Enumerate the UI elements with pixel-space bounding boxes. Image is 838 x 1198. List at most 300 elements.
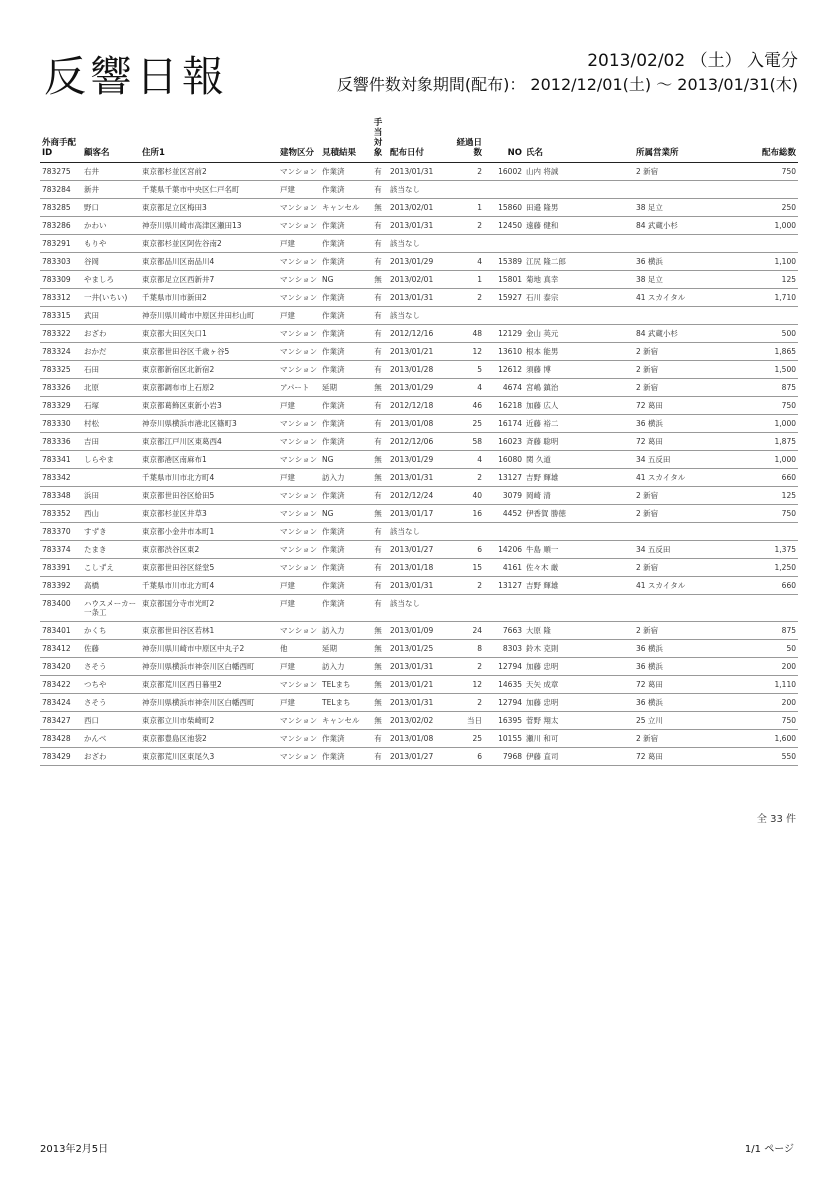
cell-customer: おざわ bbox=[82, 748, 140, 766]
cell-id: 783286 bbox=[40, 217, 82, 235]
cell-no: 16395 bbox=[484, 712, 524, 730]
cell-staff: 佐々木 厳 bbox=[524, 559, 634, 577]
cell-date: 2013/01/29 bbox=[388, 379, 448, 397]
table-row bbox=[40, 289, 798, 307]
cell-id: 783424 bbox=[40, 694, 82, 712]
table-row bbox=[40, 640, 798, 658]
cell-office: 2 新宿 bbox=[634, 163, 734, 181]
cell-office: 2 新宿 bbox=[634, 379, 734, 397]
cell-office: 38 足立 bbox=[634, 199, 734, 217]
cell-copies: 1,710 bbox=[734, 289, 798, 307]
cell-customer: 吉田 bbox=[82, 433, 140, 451]
table-row bbox=[40, 379, 798, 397]
cell-hand: 有 bbox=[368, 343, 388, 361]
cell-date: 2013/01/09 bbox=[388, 622, 448, 640]
cell-customer: もりや bbox=[82, 235, 140, 253]
cell-date: 2012/12/18 bbox=[388, 397, 448, 415]
cell-customer: 西山 bbox=[82, 505, 140, 523]
cell-hand: 無 bbox=[368, 640, 388, 658]
cell-office: 2 新宿 bbox=[634, 622, 734, 640]
cell-days: 6 bbox=[448, 748, 484, 766]
cell-address: 東京都江戸川区東葛西4 bbox=[140, 433, 278, 451]
cell-building: マンション bbox=[278, 559, 320, 577]
cell-estimate: 作業済 bbox=[320, 559, 368, 577]
cell-building: 戸建 bbox=[278, 397, 320, 415]
cell-days: 1 bbox=[448, 271, 484, 289]
cell-estimate: 作業済 bbox=[320, 181, 368, 199]
cell-address: 東京都世田谷区経堂5 bbox=[140, 559, 278, 577]
table-row bbox=[40, 415, 798, 433]
cell-hand: 有 bbox=[368, 289, 388, 307]
table-row bbox=[40, 658, 798, 676]
table-row bbox=[40, 712, 798, 730]
cell-estimate: 作業済 bbox=[320, 397, 368, 415]
table-row bbox=[40, 235, 798, 253]
cell-no bbox=[484, 307, 524, 325]
cell-date: 2013/01/31 bbox=[388, 289, 448, 307]
table-row bbox=[40, 451, 798, 469]
cell-customer: かんべ bbox=[82, 730, 140, 748]
cell-copies: 50 bbox=[734, 640, 798, 658]
cell-staff: 菊地 真幸 bbox=[524, 271, 634, 289]
cell-days: 24 bbox=[448, 622, 484, 640]
cell-days: 40 bbox=[448, 487, 484, 505]
cell-address: 東京都足立区西新井7 bbox=[140, 271, 278, 289]
cell-staff: 瀬川 和可 bbox=[524, 730, 634, 748]
cell-copies: 1,250 bbox=[734, 559, 798, 577]
cell-days: 2 bbox=[448, 694, 484, 712]
cell-staff bbox=[524, 307, 634, 325]
cell-staff: 加藤 忠明 bbox=[524, 694, 634, 712]
cell-hand: 有 bbox=[368, 253, 388, 271]
cell-no: 15801 bbox=[484, 271, 524, 289]
cell-date: 2012/12/16 bbox=[388, 325, 448, 343]
cell-date: 2013/01/18 bbox=[388, 559, 448, 577]
cell-customer: かくち bbox=[82, 622, 140, 640]
cell-customer: 一井(いちい) bbox=[82, 289, 140, 307]
cell-estimate: 延期 bbox=[320, 379, 368, 397]
table-row bbox=[40, 253, 798, 271]
cell-copies bbox=[734, 523, 798, 541]
cell-no: 4161 bbox=[484, 559, 524, 577]
cell-staff: 菅野 翔太 bbox=[524, 712, 634, 730]
cell-id: 783342 bbox=[40, 469, 82, 487]
cell-copies: 125 bbox=[734, 271, 798, 289]
cell-customer: つちや bbox=[82, 676, 140, 694]
cell-staff: 牛島 順一 bbox=[524, 541, 634, 559]
cell-customer: しらやま bbox=[82, 451, 140, 469]
cell-estimate: 作業済 bbox=[320, 361, 368, 379]
cell-office: 2 新宿 bbox=[634, 343, 734, 361]
cell-building: マンション bbox=[278, 325, 320, 343]
table-row bbox=[40, 595, 798, 622]
cell-building: 戸建 bbox=[278, 658, 320, 676]
cell-date: 2012/12/24 bbox=[388, 487, 448, 505]
cell-customer: 北原 bbox=[82, 379, 140, 397]
cell-customer bbox=[82, 469, 140, 487]
table-row bbox=[40, 505, 798, 523]
cell-hand: 有 bbox=[368, 235, 388, 253]
cell-copies: 1,100 bbox=[734, 253, 798, 271]
cell-id: 783400 bbox=[40, 595, 82, 622]
cell-no: 10155 bbox=[484, 730, 524, 748]
cell-no: 12450 bbox=[484, 217, 524, 235]
cell-hand: 無 bbox=[368, 694, 388, 712]
cell-id: 783285 bbox=[40, 199, 82, 217]
cell-no: 16002 bbox=[484, 163, 524, 181]
cell-date: 2013/01/28 bbox=[388, 361, 448, 379]
cell-hand: 有 bbox=[368, 415, 388, 433]
cell-date: 該当なし bbox=[388, 307, 448, 325]
cell-days bbox=[448, 235, 484, 253]
col-header-customer: 顧客名 bbox=[82, 118, 140, 163]
cell-hand: 無 bbox=[368, 271, 388, 289]
cell-days: 5 bbox=[448, 361, 484, 379]
cell-days bbox=[448, 181, 484, 199]
cell-estimate: 作業済 bbox=[320, 730, 368, 748]
cell-copies: 1,500 bbox=[734, 361, 798, 379]
cell-building: マンション bbox=[278, 343, 320, 361]
cell-building: マンション bbox=[278, 487, 320, 505]
table-row bbox=[40, 577, 798, 595]
cell-no bbox=[484, 235, 524, 253]
cell-no: 13610 bbox=[484, 343, 524, 361]
cell-office: 36 横浜 bbox=[634, 658, 734, 676]
table-row bbox=[40, 676, 798, 694]
cell-id: 783309 bbox=[40, 271, 82, 289]
cell-date: 2013/01/31 bbox=[388, 577, 448, 595]
cell-copies: 200 bbox=[734, 694, 798, 712]
cell-date: 2013/02/01 bbox=[388, 271, 448, 289]
cell-estimate: 作業済 bbox=[320, 235, 368, 253]
cell-copies: 1,375 bbox=[734, 541, 798, 559]
cell-id: 783284 bbox=[40, 181, 82, 199]
table-row bbox=[40, 343, 798, 361]
cell-copies: 200 bbox=[734, 658, 798, 676]
cell-days: 12 bbox=[448, 676, 484, 694]
table-row bbox=[40, 523, 798, 541]
col-header-staff: 氏名 bbox=[524, 118, 634, 163]
cell-address: 千葉県市川市北方町4 bbox=[140, 469, 278, 487]
cell-address: 東京都世田谷区若林1 bbox=[140, 622, 278, 640]
cell-staff: 近藤 裕二 bbox=[524, 415, 634, 433]
cell-id: 783325 bbox=[40, 361, 82, 379]
cell-building: マンション bbox=[278, 415, 320, 433]
table-row bbox=[40, 541, 798, 559]
cell-date: 2013/01/21 bbox=[388, 676, 448, 694]
cell-days: 58 bbox=[448, 433, 484, 451]
cell-hand: 無 bbox=[368, 658, 388, 676]
cell-id: 783392 bbox=[40, 577, 82, 595]
cell-customer: やましろ bbox=[82, 271, 140, 289]
cell-office bbox=[634, 307, 734, 325]
cell-date: 2013/02/02 bbox=[388, 712, 448, 730]
cell-address: 東京都葛飾区東新小岩3 bbox=[140, 397, 278, 415]
cell-copies bbox=[734, 307, 798, 325]
table-row bbox=[40, 433, 798, 451]
cell-address: 神奈川県横浜市神奈川区白幡西町 bbox=[140, 694, 278, 712]
col-header-hand: 手当対象 bbox=[368, 118, 388, 163]
cell-address: 東京都足立区梅田3 bbox=[140, 199, 278, 217]
cell-date: 該当なし bbox=[388, 235, 448, 253]
cell-no: 14206 bbox=[484, 541, 524, 559]
cell-date: 2013/01/31 bbox=[388, 217, 448, 235]
cell-days: 1 bbox=[448, 199, 484, 217]
cell-building: 戸建 bbox=[278, 469, 320, 487]
cell-id: 783312 bbox=[40, 289, 82, 307]
cell-copies: 750 bbox=[734, 505, 798, 523]
cell-address: 東京都杉並区井草3 bbox=[140, 505, 278, 523]
cell-office: 41 スカイタル bbox=[634, 577, 734, 595]
cell-office: 36 横浜 bbox=[634, 694, 734, 712]
cell-staff: 遠藤 健和 bbox=[524, 217, 634, 235]
cell-estimate: NG bbox=[320, 505, 368, 523]
cell-building: マンション bbox=[278, 712, 320, 730]
cell-customer: 西口 bbox=[82, 712, 140, 730]
cell-date: 2013/01/08 bbox=[388, 415, 448, 433]
cell-copies: 1,600 bbox=[734, 730, 798, 748]
cell-office bbox=[634, 235, 734, 253]
cell-no: 14635 bbox=[484, 676, 524, 694]
cell-staff: 金山 英元 bbox=[524, 325, 634, 343]
cell-building: 他 bbox=[278, 640, 320, 658]
cell-estimate: 作業済 bbox=[320, 289, 368, 307]
cell-customer: 石田 bbox=[82, 361, 140, 379]
cell-date: 2013/01/17 bbox=[388, 505, 448, 523]
cell-address: 東京都大田区矢口1 bbox=[140, 325, 278, 343]
cell-office: 25 立川 bbox=[634, 712, 734, 730]
cell-building: マンション bbox=[278, 676, 320, 694]
cell-id: 783391 bbox=[40, 559, 82, 577]
cell-no: 15389 bbox=[484, 253, 524, 271]
cell-customer: 武田 bbox=[82, 307, 140, 325]
cell-days: 25 bbox=[448, 415, 484, 433]
cell-hand: 有 bbox=[368, 523, 388, 541]
cell-staff: 吉野 輝雄 bbox=[524, 577, 634, 595]
cell-estimate: 作業済 bbox=[320, 343, 368, 361]
cell-customer: さそう bbox=[82, 658, 140, 676]
cell-building: マンション bbox=[278, 289, 320, 307]
cell-no: 15927 bbox=[484, 289, 524, 307]
table-row bbox=[40, 325, 798, 343]
table-row bbox=[40, 694, 798, 712]
cell-id: 783322 bbox=[40, 325, 82, 343]
cell-hand: 有 bbox=[368, 307, 388, 325]
cell-date: 2013/02/01 bbox=[388, 199, 448, 217]
cell-no: 12129 bbox=[484, 325, 524, 343]
cell-office: 36 横浜 bbox=[634, 253, 734, 271]
table-row bbox=[40, 181, 798, 199]
cell-building: 戸建 bbox=[278, 694, 320, 712]
cell-no: 7663 bbox=[484, 622, 524, 640]
cell-date: 2013/01/08 bbox=[388, 730, 448, 748]
cell-customer: こしずえ bbox=[82, 559, 140, 577]
cell-office: 36 横浜 bbox=[634, 640, 734, 658]
cell-estimate: 訪入力 bbox=[320, 658, 368, 676]
cell-address: 神奈川県川崎市中原区井田杉山町 bbox=[140, 307, 278, 325]
cell-office bbox=[634, 181, 734, 199]
cell-hand: 有 bbox=[368, 595, 388, 622]
cell-days: 12 bbox=[448, 343, 484, 361]
cell-estimate: 作業済 bbox=[320, 433, 368, 451]
cell-office: 72 葛田 bbox=[634, 433, 734, 451]
cell-estimate: 作業済 bbox=[320, 253, 368, 271]
cell-building: マンション bbox=[278, 361, 320, 379]
cell-id: 783427 bbox=[40, 712, 82, 730]
cell-estimate: 作業済 bbox=[320, 163, 368, 181]
cell-staff: 斉藤 聡明 bbox=[524, 433, 634, 451]
cell-building: マンション bbox=[278, 253, 320, 271]
cell-no: 16218 bbox=[484, 397, 524, 415]
cell-hand: 無 bbox=[368, 379, 388, 397]
cell-hand: 無 bbox=[368, 199, 388, 217]
cell-days: 4 bbox=[448, 379, 484, 397]
cell-no bbox=[484, 181, 524, 199]
cell-customer: 谷岡 bbox=[82, 253, 140, 271]
cell-days bbox=[448, 595, 484, 622]
cell-staff: 石川 泰宗 bbox=[524, 289, 634, 307]
cell-staff: 関 久道 bbox=[524, 451, 634, 469]
cell-estimate: 作業済 bbox=[320, 325, 368, 343]
cell-office: 72 葛田 bbox=[634, 397, 734, 415]
cell-office bbox=[634, 595, 734, 622]
cell-no: 7968 bbox=[484, 748, 524, 766]
table-row bbox=[40, 163, 798, 181]
cell-id: 783326 bbox=[40, 379, 82, 397]
cell-no bbox=[484, 595, 524, 622]
table-row bbox=[40, 748, 798, 766]
cell-hand: 有 bbox=[368, 361, 388, 379]
cell-copies: 750 bbox=[734, 397, 798, 415]
cell-date: 2013/01/31 bbox=[388, 658, 448, 676]
cell-hand: 有 bbox=[368, 163, 388, 181]
cell-copies: 1,000 bbox=[734, 451, 798, 469]
cell-days bbox=[448, 523, 484, 541]
cell-office: 84 武蔵小杉 bbox=[634, 325, 734, 343]
cell-hand: 有 bbox=[368, 487, 388, 505]
cell-address: 東京都小金井市本町1 bbox=[140, 523, 278, 541]
table-row bbox=[40, 199, 798, 217]
cell-building: 戸建 bbox=[278, 307, 320, 325]
cell-building: マンション bbox=[278, 199, 320, 217]
cell-id: 783324 bbox=[40, 343, 82, 361]
cell-id: 783428 bbox=[40, 730, 82, 748]
cell-hand: 無 bbox=[368, 451, 388, 469]
report-title: 反響日報 bbox=[44, 52, 229, 101]
cell-id: 783422 bbox=[40, 676, 82, 694]
col-header-id: 外商手配ID bbox=[40, 118, 82, 163]
cell-hand: 有 bbox=[368, 217, 388, 235]
cell-address: 東京都荒川区東尾久3 bbox=[140, 748, 278, 766]
cell-id: 783330 bbox=[40, 415, 82, 433]
cell-estimate: 作業済 bbox=[320, 577, 368, 595]
cell-building: 戸建 bbox=[278, 181, 320, 199]
cell-address: 東京都豊島区池袋2 bbox=[140, 730, 278, 748]
total-count: 全 33 件 bbox=[756, 814, 796, 825]
cell-building: マンション bbox=[278, 748, 320, 766]
cell-no: 15860 bbox=[484, 199, 524, 217]
table-row bbox=[40, 307, 798, 325]
cell-date: 該当なし bbox=[388, 523, 448, 541]
cell-staff: 鈴木 克則 bbox=[524, 640, 634, 658]
cell-building: 戸建 bbox=[278, 577, 320, 595]
cell-copies: 750 bbox=[734, 163, 798, 181]
cell-days: 4 bbox=[448, 253, 484, 271]
cell-copies: 1,875 bbox=[734, 433, 798, 451]
cell-customer: おざわ bbox=[82, 325, 140, 343]
cell-date: 2013/01/31 bbox=[388, 694, 448, 712]
cell-office: 2 新宿 bbox=[634, 361, 734, 379]
cell-address: 東京都立川市柴崎町2 bbox=[140, 712, 278, 730]
cell-date: 2013/01/27 bbox=[388, 748, 448, 766]
cell-id: 783374 bbox=[40, 541, 82, 559]
cell-address: 東京都杉並区阿佐谷南2 bbox=[140, 235, 278, 253]
cell-building: 戸建 bbox=[278, 595, 320, 622]
cell-id: 783275 bbox=[40, 163, 82, 181]
cell-office: 84 武蔵小杉 bbox=[634, 217, 734, 235]
cell-building: マンション bbox=[278, 271, 320, 289]
cell-address: 東京都渋谷区東2 bbox=[140, 541, 278, 559]
cell-days: 16 bbox=[448, 505, 484, 523]
cell-office: 72 葛田 bbox=[634, 676, 734, 694]
cell-estimate: 作業済 bbox=[320, 523, 368, 541]
cell-estimate: 作業済 bbox=[320, 595, 368, 622]
cell-staff: 天矢 成章 bbox=[524, 676, 634, 694]
cell-office: 38 足立 bbox=[634, 271, 734, 289]
cell-hand: 無 bbox=[368, 712, 388, 730]
cell-id: 783315 bbox=[40, 307, 82, 325]
cell-date: 2013/01/27 bbox=[388, 541, 448, 559]
cell-no: 12794 bbox=[484, 658, 524, 676]
cell-estimate: キャンセル bbox=[320, 712, 368, 730]
cell-estimate: 作業済 bbox=[320, 217, 368, 235]
table-row bbox=[40, 397, 798, 415]
cell-office: 72 葛田 bbox=[634, 748, 734, 766]
cell-customer: かわい bbox=[82, 217, 140, 235]
cell-id: 783352 bbox=[40, 505, 82, 523]
cell-customer: おかだ bbox=[82, 343, 140, 361]
col-header-office: 所属営業所 bbox=[634, 118, 734, 163]
col-header-days: 経過日数 bbox=[448, 118, 484, 163]
table-row bbox=[40, 361, 798, 379]
cell-customer: 新井 bbox=[82, 181, 140, 199]
table-row bbox=[40, 622, 798, 640]
cell-office: 36 横浜 bbox=[634, 415, 734, 433]
cell-hand: 有 bbox=[368, 541, 388, 559]
cell-copies: 550 bbox=[734, 748, 798, 766]
cell-estimate: TELまち bbox=[320, 694, 368, 712]
cell-customer: ハウスメーカー一条工 bbox=[82, 595, 140, 622]
cell-office: 41 スカイタル bbox=[634, 289, 734, 307]
col-header-address: 住所1 bbox=[140, 118, 278, 163]
cell-hand: 有 bbox=[368, 559, 388, 577]
cell-estimate: 作業済 bbox=[320, 415, 368, 433]
cell-customer: 浜田 bbox=[82, 487, 140, 505]
cell-no: 8303 bbox=[484, 640, 524, 658]
cell-customer: 右井 bbox=[82, 163, 140, 181]
cell-estimate: TELまち bbox=[320, 676, 368, 694]
table-row bbox=[40, 271, 798, 289]
cell-copies: 500 bbox=[734, 325, 798, 343]
cell-id: 783420 bbox=[40, 658, 82, 676]
cell-estimate: 延期 bbox=[320, 640, 368, 658]
cell-estimate: NG bbox=[320, 271, 368, 289]
call-date: 2013/02/02 （土） 入電分 bbox=[587, 51, 798, 71]
cell-office: 34 五反田 bbox=[634, 541, 734, 559]
cell-id: 783412 bbox=[40, 640, 82, 658]
cell-copies: 1,110 bbox=[734, 676, 798, 694]
cell-days: 2 bbox=[448, 469, 484, 487]
